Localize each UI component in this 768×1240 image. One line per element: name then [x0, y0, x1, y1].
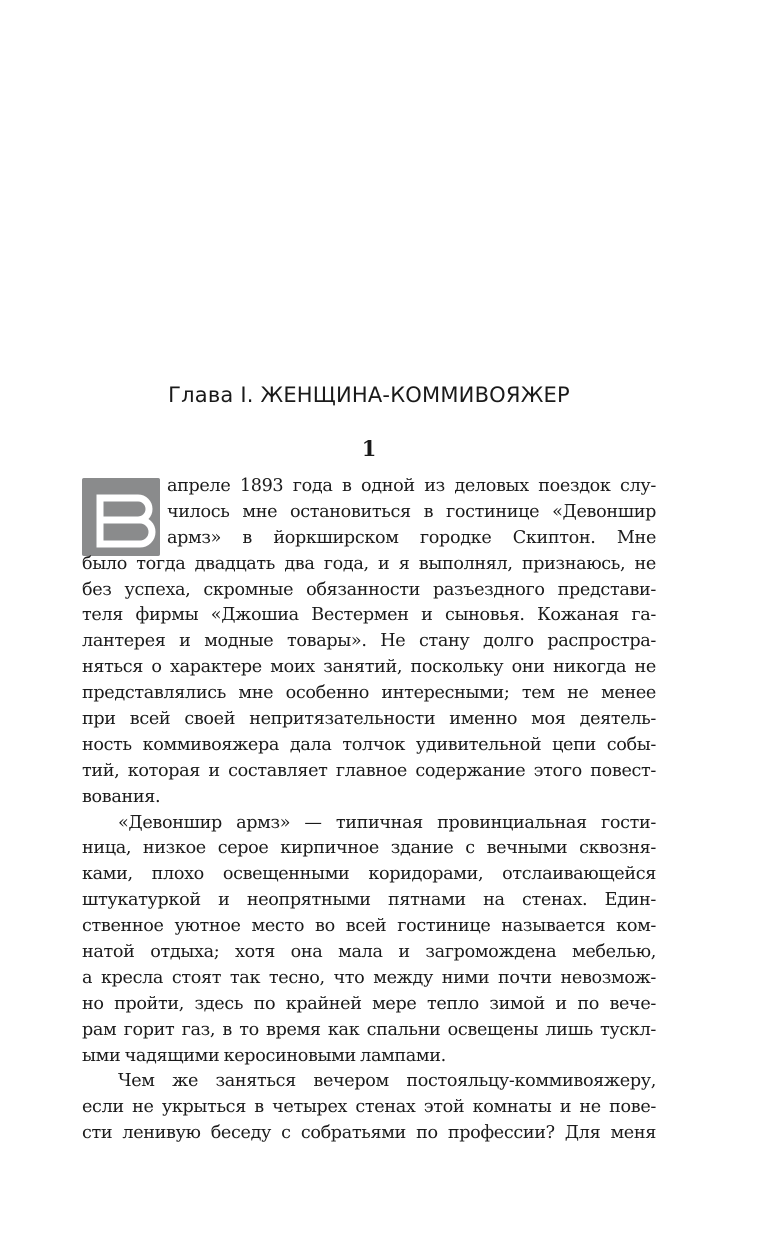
text-line: армз» в йоркширском городке Скиптон. Мне [167, 527, 656, 548]
text-line: представлялись мне особенно интересными; тем не менее [82, 683, 656, 704]
text-line: апреле 1893 года в одной из деловых поездок слу- [167, 476, 656, 496]
text-line: ственное уютное место во всей гостинице называется ком- [82, 916, 656, 937]
text-line: тий, которая и составляет главное содержание этого повест- [82, 760, 656, 781]
text-line: сти ленивую беседу с собратьями по профессии? Для меня [82, 1123, 656, 1144]
text-line: вования. [82, 786, 161, 807]
text-line: лантерея и модные товары». Не стану долго распростра- [82, 631, 656, 652]
text-line: а кресла стоят так тесно, что между ними почти невозмож- [82, 967, 656, 988]
text-line: штукатуркой и неопрятными пятнами на стенах. Един- [82, 890, 656, 911]
text-line: Чем же заняться вечером постояльцу-коммивояжеру, [118, 1071, 656, 1092]
text-line: чилось мне остановиться в гостинице «Девоншир [167, 501, 656, 522]
text-line: няться о характере моих занятий, поскольку они никогда не [82, 657, 656, 678]
section-number: 1 [361, 436, 377, 461]
text-line: натой отдыха; хотя она мала и загромождена мебелью, [82, 942, 656, 963]
text-line: но пройти, здесь по крайней мере тепло зимой и по вече- [82, 993, 656, 1014]
text-line: при всей своей непритязательности именно моя деятель- [82, 709, 656, 730]
text-line: рам горит газ, в то время как спальни освещены лишь тускл- [82, 1019, 656, 1040]
text-line: если не укрыться в четырех стенах этой комнаты и не повe- [82, 1097, 656, 1118]
chapter-title: Глава I. ЖЕНЩИНА-КОММИВОЯЖЕР [168, 383, 570, 407]
text-line: ность коммивояжера дала толчок удивительной цепи собы- [82, 734, 656, 755]
text-line: было тогда двадцать два года, и я выполнял, признаюсь, не [82, 553, 656, 574]
text-line: ница, низкое серое кирпичное здание с вечными сквозня- [82, 838, 656, 859]
body-text [82, 474, 656, 1147]
text-line: без успеха, скромные обязанности разъездного представи- [82, 579, 656, 600]
text-line: теля фирмы «Джошиа Вестермен и сыновья. Кожаная га- [82, 605, 656, 626]
text-line: «Девоншир армз» — типичная провинциальная гости- [118, 812, 656, 833]
text-line: ками, плохо освещенными коридорами, отслаивающейся [82, 864, 656, 885]
text-line: ыми чадящими керосиновыми лампами. [82, 1045, 446, 1066]
